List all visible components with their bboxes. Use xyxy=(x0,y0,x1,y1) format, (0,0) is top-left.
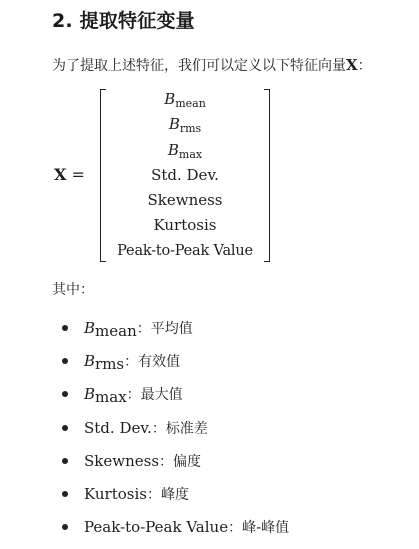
matrix-row: Std. Dev. xyxy=(151,165,219,184)
matrix-row: $B_{rms}$ xyxy=(168,115,202,136)
intro-paragraph xyxy=(52,55,372,75)
bullet-icon xyxy=(62,524,68,530)
matrix-row: Peak-to-Peak Value xyxy=(117,242,253,259)
list-item-body: Peak-to-Peak Value：峰-峰值 xyxy=(84,518,290,537)
equation-lhs xyxy=(54,165,85,184)
matrix-row: Kurtosis xyxy=(153,216,217,235)
bullet-icon xyxy=(62,491,68,497)
list-item-body: $B_{rms}$：有效值 xyxy=(84,352,181,374)
list-item-body: Skewness：偏度 xyxy=(84,451,202,470)
equals-sign: = xyxy=(71,165,85,184)
list-item-body: $B_{max}$：最大值 xyxy=(84,385,183,407)
feature-vector-matrix xyxy=(104,87,266,264)
intro-text: 为了提取上述特征，我们可以定义以下特征向量 xyxy=(52,58,346,74)
bullet-icon xyxy=(62,358,68,364)
list-item-body: Kurtosis：峰度 xyxy=(84,484,189,503)
bullet-icon xyxy=(62,458,68,464)
matrix-row: $B_{mean}$ xyxy=(164,90,206,110)
bullet-icon xyxy=(62,325,68,331)
matrix-row: Skewness xyxy=(147,191,223,210)
vector-symbol: X xyxy=(346,56,358,74)
bullet-icon xyxy=(62,425,68,431)
intro-colon: ： xyxy=(357,58,372,74)
matrix-row: $B_{max}$ xyxy=(167,140,203,161)
list-item-body: $B_{mean}$：平均值 xyxy=(84,319,193,340)
equation-lhs-symbol: X xyxy=(54,165,67,184)
section-heading: 2. 提取特征变量 xyxy=(52,10,195,32)
where-label: 其中： xyxy=(52,282,94,298)
list-item-body: Std. Dev.：标准差 xyxy=(84,418,208,437)
bullet-icon xyxy=(62,391,68,397)
